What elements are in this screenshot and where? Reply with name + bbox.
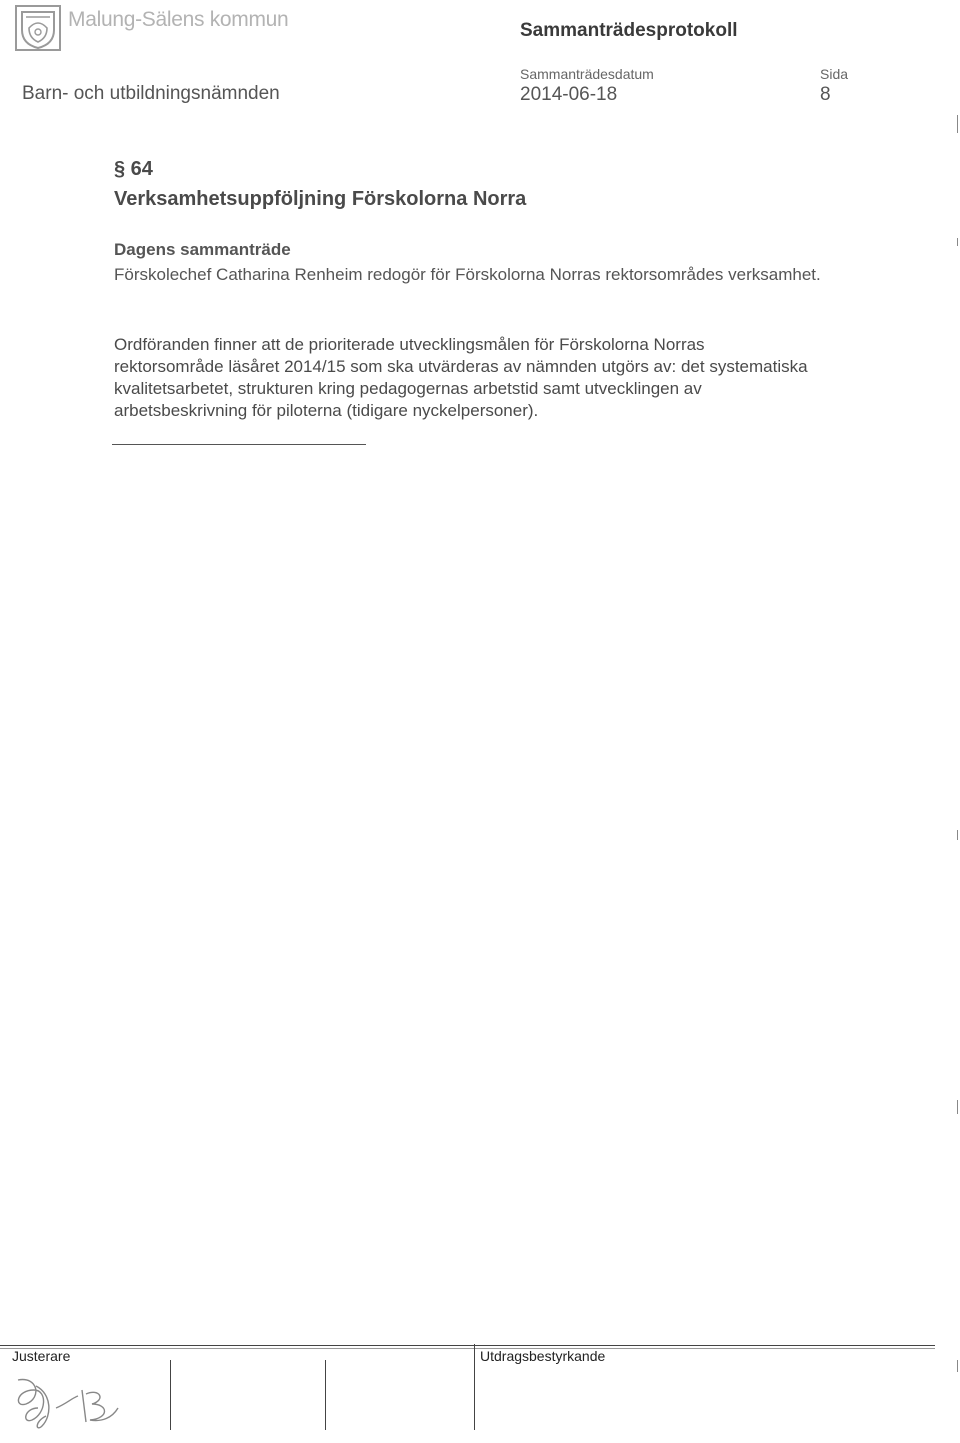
footer-column-divider (474, 1344, 475, 1430)
municipal-crest-icon (14, 4, 62, 52)
paragraph-report: Förskolechef Catharina Renheim redogör för Förskolorna Norras rektorsområdes verksamhet. (114, 265, 821, 284)
justerare-label: Justerare (12, 1348, 71, 1364)
scan-mark (957, 1100, 958, 1114)
meeting-date-label: Sammanträdesdatum (520, 66, 654, 82)
page-label: Sida (820, 66, 849, 82)
organization-name: Malung-Sälens kommun (68, 8, 289, 31)
scan-mark (957, 115, 958, 133)
scan-mark (957, 238, 958, 246)
scan-mark (957, 1360, 958, 1372)
document-type: Sammanträdesprotokoll (520, 20, 738, 41)
section-subheading: Dagens sammanträde (114, 240, 291, 259)
section-end-divider (112, 444, 366, 445)
page-number: 8 (820, 84, 831, 105)
signature-box-divider (170, 1360, 171, 1430)
handwritten-signature-icon (8, 1368, 128, 1438)
paragraph-decision: Ordföranden finner att de prioriterade utvecklingsmålen för Förskolorna Norras rektorsområde läsåret 2014/15 som ska utvärderas av nämnden utgörs av: det systematiska kvalitetsarbetet, strukturen kring pedagogernas arbetstid samt utvecklingen av arbetsbeskrivning för piloterna (tidigare nyckelpersoner). (114, 335, 808, 420)
footer-divider-secondary (0, 1348, 935, 1349)
meeting-date-value: 2014-06-18 (520, 84, 618, 105)
utdragsbestyrkande-label: Utdragsbestyrkande (480, 1348, 606, 1364)
signature-box-divider (325, 1360, 326, 1430)
section-number: § 64 (114, 158, 153, 180)
section-title: Verksamhetsuppföljning Förskolorna Norra (114, 188, 527, 210)
committee-name: Barn- och utbildningsnämnden (22, 83, 280, 104)
footer-divider (0, 1345, 935, 1346)
scan-mark (957, 830, 958, 840)
